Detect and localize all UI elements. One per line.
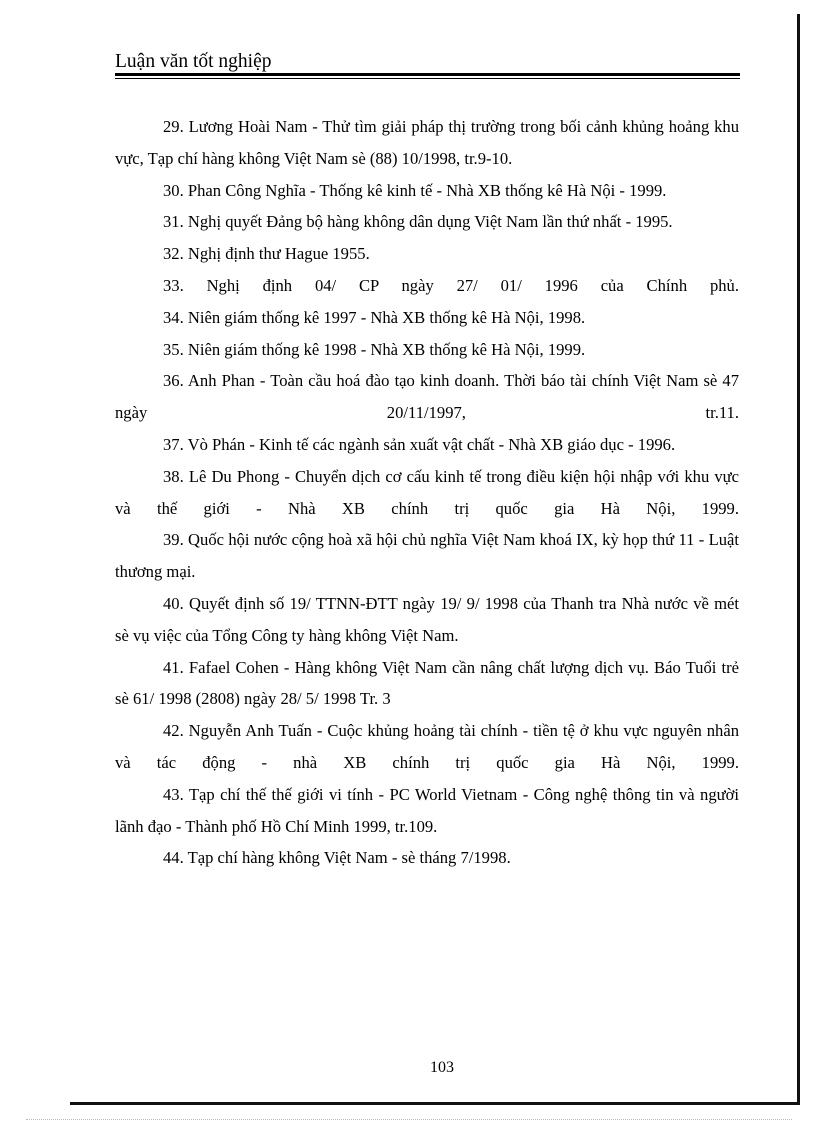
reference-item-31: 31. Nghị quyết Đảng bộ hàng không dân dụng Việt Nam lần thứ nhất - 1995. xyxy=(163,212,673,232)
reference-item-35: 35. Niên giám thống kê 1998 - Nhà XB thống kê Hà Nội, 1999. xyxy=(163,339,586,359)
page-number: 103 xyxy=(430,1059,454,1076)
reference-item-44: 44. Tạp chí hàng không Việt Nam - sè tháng 7/1998. xyxy=(163,848,511,868)
reference-item-38: 38. Lê Du Phong - Chuyển dịch cơ cấu kinh tế trong điều kiện hội nhập với khu vực và thế giới - Nhà XB chính trị quốc gia Hà Nội, 1999. xyxy=(115,466,739,518)
header-rule-thin xyxy=(115,78,740,79)
footer-dotted-line xyxy=(26,1119,792,1120)
reference-item-32: 32. Nghị định thư Hague 1955. xyxy=(163,244,370,264)
reference-item-40: 40. Quyết định số 19/ TTNN-ĐTT ngày 19/ 9/ 1998 của Thanh tra Nhà nước về mét sè vụ việc của Tổng Công ty hàng không Việt Nam. xyxy=(115,593,739,645)
reference-item-33: 33. Nghị định 04/ CP ngày 27/ 01/ 1996 của Chính phủ. xyxy=(163,275,739,295)
reference-item-29: 29. Lương Hoài Nam - Thử tìm giải pháp thị trường trong bối cảnh khủng hoảng khu vực, Tạp chí hàng không Việt Nam sè (88) 10/1998, tr.9-10. xyxy=(115,117,739,168)
reference-item-34: 34. Niên giám thống kê 1997 - Nhà XB thống kê Hà Nội, 1998. xyxy=(163,307,586,327)
reference-item-43: 43. Tạp chí thế thế giới vi tính - PC World Vietnam - Công nghệ thông tin và người lãnh đạo - Thành phố Hồ Chí Minh 1999, tr.109. xyxy=(115,784,739,836)
reference-item-41: 41. Fafael Cohen - Hàng không Việt Nam cần nâng chất lượng dịch vụ. Báo Tuổi trẻ sè 61/ 1998 (2808) ngày 28/ 5/ 1998 Tr. 3 xyxy=(115,657,739,709)
reference-item-37: 37. Vò Phán - Kinh tế các ngành sản xuất vật chất - Nhà XB giáo dục - 1996. xyxy=(163,434,676,454)
header-rule-thick xyxy=(115,73,740,76)
reference-item-30: 30. Phan Công Nghĩa - Thống kê kinh tế - Nhà XB thống kê Hà Nội - 1999. xyxy=(163,180,667,200)
page-header-title: Luận văn tốt nghiệp xyxy=(115,51,272,72)
reference-item-39: 39. Quốc hội nước cộng hoà xã hội chủ nghĩa Việt Nam khoá IX, kỳ họp thứ 11 - Luật thương mại. xyxy=(115,530,739,582)
reference-item-42: 42. Nguyễn Anh Tuấn - Cuộc khủng hoảng tài chính - tiền tệ ở khu vực nguyên nhân và tác động - nhà XB chính trị quốc gia Hà Nội, 1999. xyxy=(115,721,739,772)
reference-list xyxy=(115,111,739,874)
reference-item-36: 36. Anh Phan - Toàn cầu hoá đào tạo kinh doanh. Thời báo tài chính Việt Nam sè 47 ngày 20/11/1997, tr.11. xyxy=(115,371,739,423)
